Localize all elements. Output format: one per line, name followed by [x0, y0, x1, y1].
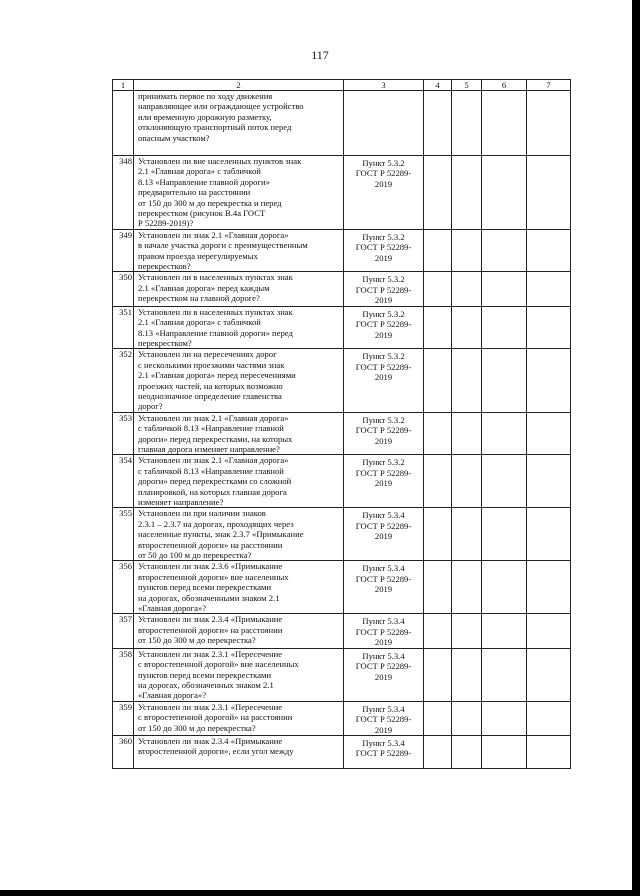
answer-cell	[482, 156, 527, 230]
answer-cell	[424, 455, 452, 508]
answer-cell	[527, 735, 571, 768]
answer-cell	[424, 412, 452, 455]
answer-cell	[424, 91, 452, 156]
answer-cell	[452, 272, 482, 306]
question-text: Установлен ли знак 2.3.6 «Примыкание второстепенной дороги» вне населенных пунктов перед всеми перекрестками на дорогах, обозначенными знаком 2.1 «Главная дорога»?	[134, 561, 344, 614]
question-text: Установлен ли знак 2.1 «Главная дорога» с табличкой 8.13 «Направление главной дороги» перед перекрестками, на которых главная дорога изменяет направление?	[134, 412, 344, 455]
row-number: 357	[113, 614, 134, 648]
answer-cell	[482, 508, 527, 561]
question-text: Установлен ли в населенных пунктах знак 2.1 «Главная дорога» перед каждым перекрестком на главной дороге?	[134, 272, 344, 306]
answer-cell	[424, 614, 452, 648]
answer-cell	[424, 735, 452, 768]
answer-cell	[452, 156, 482, 230]
reference-text: Пункт 5.3.2 ГОСТ Р 52289- 2019	[344, 229, 424, 272]
answer-cell	[452, 614, 482, 648]
answer-cell	[482, 91, 527, 156]
table-row	[113, 306, 571, 349]
column-header-4: 4	[424, 80, 452, 91]
question-text: Установлен ли при наличии знаков 2.3.1 – 2.3.7 на дорогах, проходящих через населенные пункты, знак 2.3.7 «Примыкание второстепенной дороги» на расстоянии от 50 до 100 м до перекрестка?	[134, 508, 344, 561]
header-row	[113, 80, 571, 91]
table-row	[113, 455, 571, 508]
question-text: Установлен ли знак 2.3.4 «Примыкание второстепенной дороги» на расстоянии от 150 до 300 м до перекрестка?	[134, 614, 344, 648]
answer-cell	[527, 561, 571, 614]
row-number: 356	[113, 561, 134, 614]
reference-text: Пункт 5.3.4 ГОСТ Р 52289- 2019	[344, 701, 424, 735]
column-header-6: 6	[482, 80, 527, 91]
reference-text: Пункт 5.3.4 ГОСТ Р 52289- 2019	[344, 508, 424, 561]
answer-cell	[424, 508, 452, 561]
row-number: 358	[113, 648, 134, 701]
answer-cell	[527, 156, 571, 230]
answer-cell	[527, 508, 571, 561]
answer-cell	[482, 561, 527, 614]
checklist-table	[112, 79, 571, 769]
answer-cell	[424, 306, 452, 349]
reference-cell	[344, 91, 424, 156]
answer-cell	[527, 412, 571, 455]
answer-cell	[424, 156, 452, 230]
question-text: Установлен ли знак 2.3.1 «Пересечение с второстепенной дорогой» на расстоянии от 150 до 300 м до перекрестка?	[134, 701, 344, 735]
question-cell: принимать первое по ходу движения направляющее или ограждающее устройство или временную дорожную разметку, отклоняющую транспортный поток перед опасным участком?	[134, 91, 344, 156]
answer-cell	[452, 648, 482, 701]
reference-text: Пункт 5.3.2 ГОСТ Р 52289- 2019	[344, 306, 424, 349]
reference-text: Пункт 5.3.2 ГОСТ Р 52289- 2019	[344, 455, 424, 508]
answer-cell	[452, 508, 482, 561]
answer-cell	[482, 349, 527, 412]
answer-cell	[482, 701, 527, 735]
answer-cell	[452, 349, 482, 412]
answer-cell	[527, 229, 571, 272]
reference-text: Пункт 5.3.4 ГОСТ Р 52289- 2019	[344, 648, 424, 701]
answer-cell	[424, 272, 452, 306]
row-number: 349	[113, 229, 134, 272]
column-header-3: 3	[344, 80, 424, 91]
answer-cell	[482, 306, 527, 349]
question-text: Установлен ли вне населенных пунктов знак 2.1 «Главная дорога» с табличкой 8.13 «Направление главной дороги» предварительно на расстоянии от 150 до 300 м до перекрестка и перед перекрестком (рисунок В.4а ГОСТ Р 52289-2019)?	[134, 156, 344, 230]
column-header-5: 5	[452, 80, 482, 91]
column-header-7: 7	[527, 80, 571, 91]
answer-cell	[527, 648, 571, 701]
table-row	[113, 349, 571, 412]
answer-cell	[424, 349, 452, 412]
answer-cell	[452, 455, 482, 508]
answer-cell	[452, 229, 482, 272]
answer-cell	[527, 306, 571, 349]
answer-cell	[452, 561, 482, 614]
row-number: 352	[113, 349, 134, 412]
table-row	[113, 648, 571, 701]
reference-text: Пункт 5.3.4 ГОСТ Р 52289-	[344, 735, 424, 768]
scan-edge-right	[632, 0, 640, 896]
answer-cell	[527, 614, 571, 648]
answer-cell	[527, 701, 571, 735]
row-number: 348	[113, 156, 134, 230]
table-row	[113, 229, 571, 272]
question-text: Установлен ли знак 2.1 «Главная дорога» в начале участка дороги с преимущественным правом проезда нерегулируемых перекрестков?	[134, 229, 344, 272]
row-number: 359	[113, 701, 134, 735]
table-row	[113, 508, 571, 561]
answer-cell	[424, 701, 452, 735]
row-number: 354	[113, 455, 134, 508]
row-number: 353	[113, 412, 134, 455]
reference-text: Пункт 5.3.4 ГОСТ Р 52289- 2019	[344, 614, 424, 648]
reference-text: Пункт 5.3.2 ГОСТ Р 52289- 2019	[344, 349, 424, 412]
table-row	[113, 156, 571, 230]
answer-cell	[452, 306, 482, 349]
question-text: Установлен ли знак 2.3.4 «Примыкание второстепенной дороги», если угол между	[134, 735, 344, 768]
table-row	[113, 272, 571, 306]
table-row	[113, 412, 571, 455]
column-header-1: 1	[113, 80, 134, 91]
column-header-2: 2	[134, 80, 344, 91]
answer-cell	[482, 455, 527, 508]
answer-cell	[424, 229, 452, 272]
row-number: 350	[113, 272, 134, 306]
answer-cell	[482, 648, 527, 701]
question-text: Установлен ли знак 2.1 «Главная дорога» с табличкой 8.13 «Направление главной дороги» перед перекрестками со сложной планировкой, на которых главная дорога изменяет направление?	[134, 455, 344, 508]
table-row	[113, 735, 571, 768]
reference-text: Пункт 5.3.2 ГОСТ Р 52289- 2019	[344, 156, 424, 230]
row-number: 351	[113, 306, 134, 349]
table-row	[113, 701, 571, 735]
reference-text: Пункт 5.3.2 ГОСТ Р 52289- 2019	[344, 412, 424, 455]
reference-text: Пункт 5.3.2 ГОСТ Р 52289- 2019	[344, 272, 424, 306]
row-number: 360	[113, 735, 134, 768]
answer-cell	[482, 735, 527, 768]
answer-cell	[527, 91, 571, 156]
question-text: Установлен ли в населенных пунктах знак 2.1 «Главная дорога» с табличкой 8.13 «Направление главной дороги» перед перекрестком?	[134, 306, 344, 349]
answer-cell	[527, 349, 571, 412]
answer-cell	[527, 272, 571, 306]
table-row	[113, 614, 571, 648]
answer-cell	[424, 648, 452, 701]
number-cell	[113, 91, 134, 156]
answer-cell	[527, 455, 571, 508]
answer-cell	[482, 412, 527, 455]
question-text: Установлен ли знак 2.3.1 «Пересечение с второстепенной дорогой» вне населенных пунктов перед всеми перекрестками на дорогах, обозначенных знаком 2.1 «Главная дорога»?	[134, 648, 344, 701]
scan-edge-bottom	[0, 890, 640, 896]
question-text: Установлен ли на пересечениях дорог с несколькими проезжими частями знак 2.1 «Главная дорога» перед пересечениями проезжих частей, на которых возможно неоднозначное определение главенства дорог?	[134, 349, 344, 412]
answer-cell	[452, 91, 482, 156]
reference-text: Пункт 5.3.4 ГОСТ Р 52289- 2019	[344, 561, 424, 614]
page-number: 117	[311, 48, 329, 62]
answer-cell	[452, 412, 482, 455]
answer-cell	[482, 272, 527, 306]
answer-cell	[482, 229, 527, 272]
answer-cell	[452, 735, 482, 768]
answer-cell	[452, 701, 482, 735]
answer-cell	[424, 561, 452, 614]
answer-cell	[482, 614, 527, 648]
continuation-row	[113, 91, 571, 156]
table-row	[113, 561, 571, 614]
row-number: 355	[113, 508, 134, 561]
